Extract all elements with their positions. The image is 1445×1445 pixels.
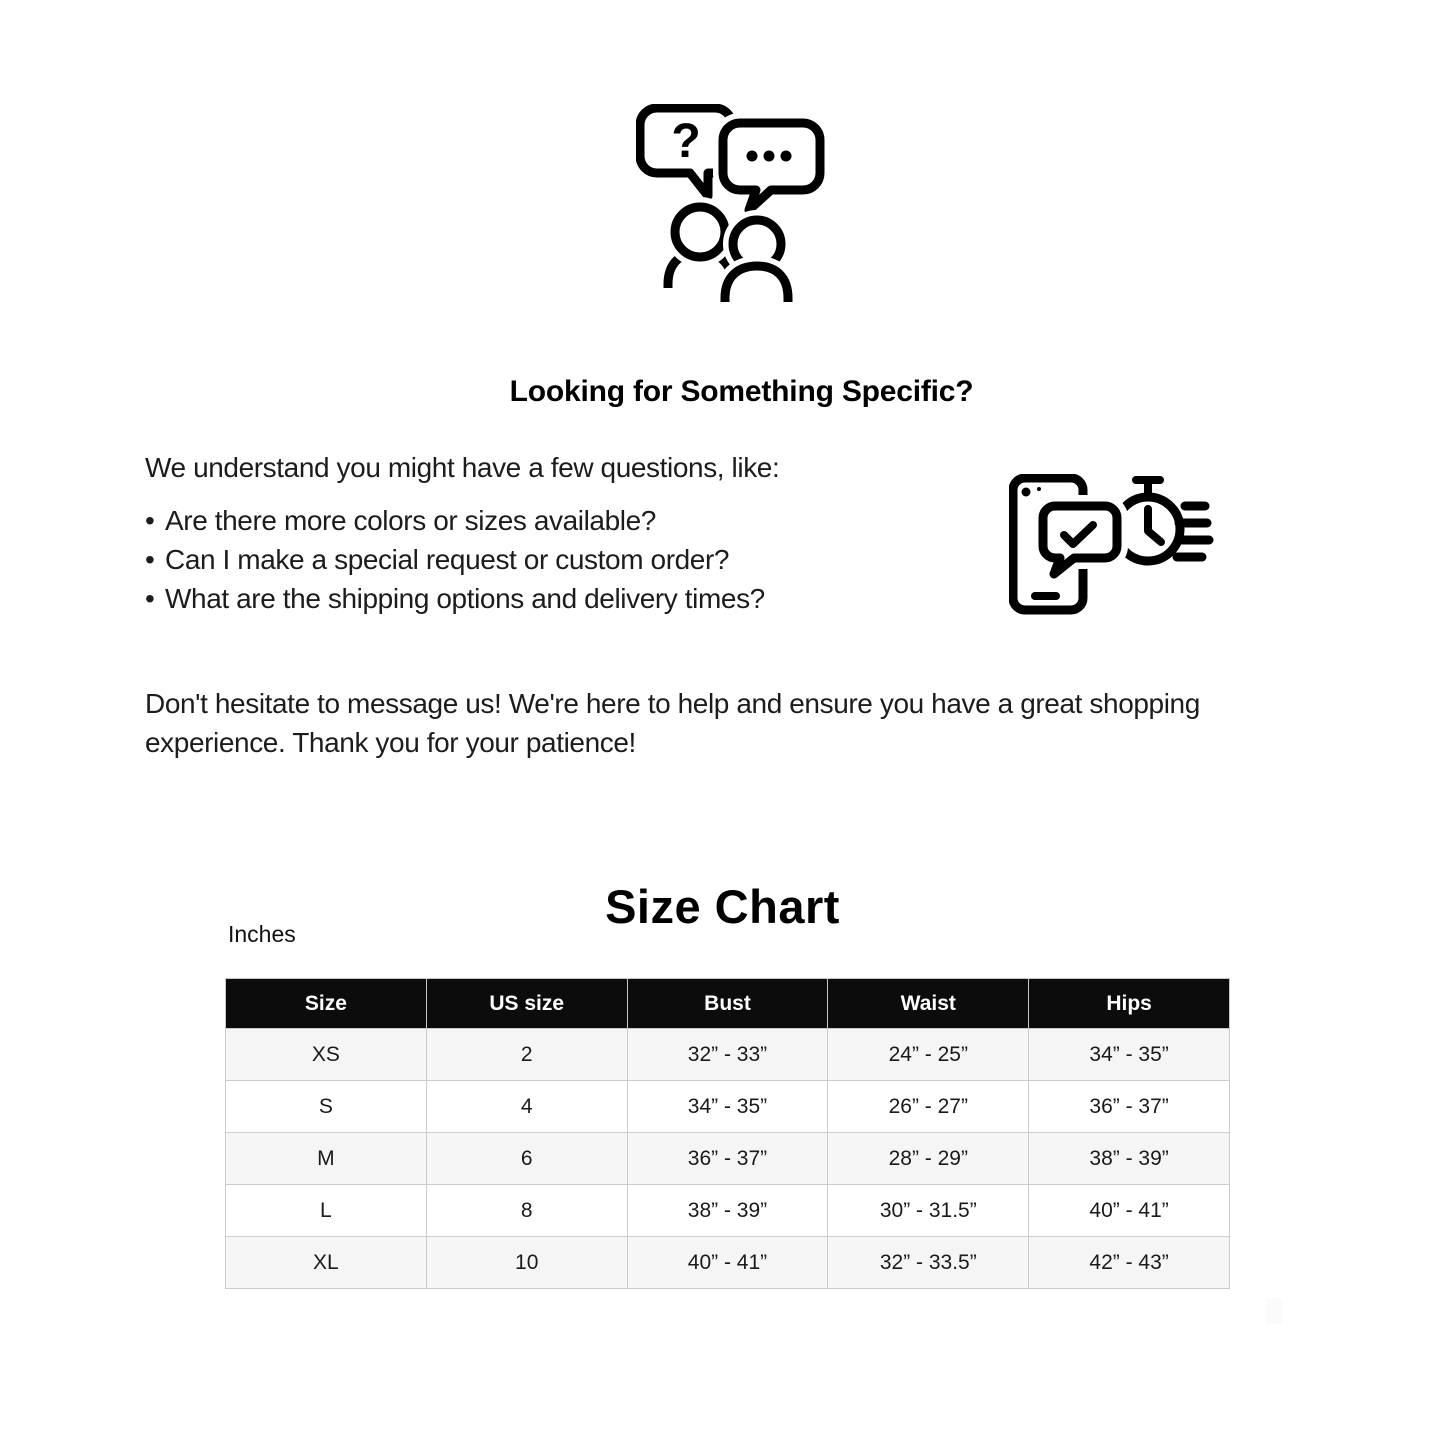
bullet-icon: • <box>145 505 155 536</box>
table-row <box>226 1029 1230 1081</box>
table-cell: 42” - 43” <box>1029 1237 1230 1289</box>
table-cell: 26” - 27” <box>828 1081 1029 1133</box>
table-cell: M <box>226 1133 427 1185</box>
table-cell: 36” - 37” <box>1029 1081 1230 1133</box>
bullet-icon: • <box>145 544 155 575</box>
table-cell: 32” - 33” <box>627 1029 828 1081</box>
table-cell: 38” - 39” <box>1029 1133 1230 1185</box>
bullet-icon: • <box>145 583 155 614</box>
person-head-icon <box>675 207 725 257</box>
column-header-hips: Hips <box>1029 979 1230 1029</box>
page-title: Looking for Something Specific? <box>509 375 974 409</box>
table-cell: 6 <box>426 1133 627 1185</box>
units-label: Inches <box>228 921 296 947</box>
question-item <box>145 579 765 618</box>
table-header-row <box>226 979 1230 1029</box>
table-cell: 32” - 33.5” <box>828 1237 1029 1289</box>
table-row <box>226 1133 1230 1185</box>
person-body-icon <box>725 266 788 302</box>
table-cell: 10 <box>426 1237 627 1289</box>
question-text: Are there more colors or sizes available? <box>165 505 656 536</box>
column-header-size: Size <box>226 979 427 1029</box>
ghost-watermark <box>1266 1298 1282 1324</box>
table-row <box>226 1185 1230 1237</box>
question-mark-glyph: ? <box>671 115 701 168</box>
question-text: What are the shipping options and delivery times? <box>165 583 765 614</box>
closing-text <box>145 684 1200 762</box>
table-row <box>226 1237 1230 1289</box>
table-cell: 34” - 35” <box>627 1081 828 1133</box>
size-chart-title: Size Chart <box>605 880 840 933</box>
fast-response-phone-icon <box>1009 474 1214 619</box>
question-list <box>145 501 765 618</box>
two-people-chat-icon <box>636 104 826 314</box>
table-cell: 4 <box>426 1081 627 1133</box>
table-cell: 38” - 39” <box>627 1185 828 1237</box>
size-chart-table <box>225 978 1230 1289</box>
question-text: Can I make a special request or custom order? <box>165 544 730 575</box>
table-cell: 2 <box>426 1029 627 1081</box>
table-cell: S <box>226 1081 427 1133</box>
question-item <box>145 501 765 540</box>
table-cell: 28” - 29” <box>828 1133 1029 1185</box>
intro-text: We understand you might have a few questions, like: <box>145 452 780 483</box>
table-cell: XL <box>226 1237 427 1289</box>
table-cell: XS <box>226 1029 427 1081</box>
table-cell: 8 <box>426 1185 627 1237</box>
question-item <box>145 540 765 579</box>
column-header-us-size: US size <box>426 979 627 1029</box>
ellipsis-dots-icon <box>747 151 792 162</box>
closing-line: experience. Thank you for your patience! <box>145 727 636 758</box>
table-cell: L <box>226 1185 427 1237</box>
table-cell: 40” - 41” <box>1029 1185 1230 1237</box>
table-cell: 36” - 37” <box>627 1133 828 1185</box>
column-header-bust: Bust <box>627 979 828 1029</box>
table-cell: 40” - 41” <box>627 1237 828 1289</box>
column-header-waist: Waist <box>828 979 1029 1029</box>
closing-line: Don't hesitate to message us! We're here to help and ensure you have a great shopping <box>145 688 1200 719</box>
table-cell: 30” - 31.5” <box>828 1185 1029 1237</box>
table-row <box>226 1081 1230 1133</box>
phone-camera-dot <box>1022 488 1031 497</box>
table-cell: 24” - 25” <box>828 1029 1029 1081</box>
table-cell: 34” - 35” <box>1029 1029 1230 1081</box>
